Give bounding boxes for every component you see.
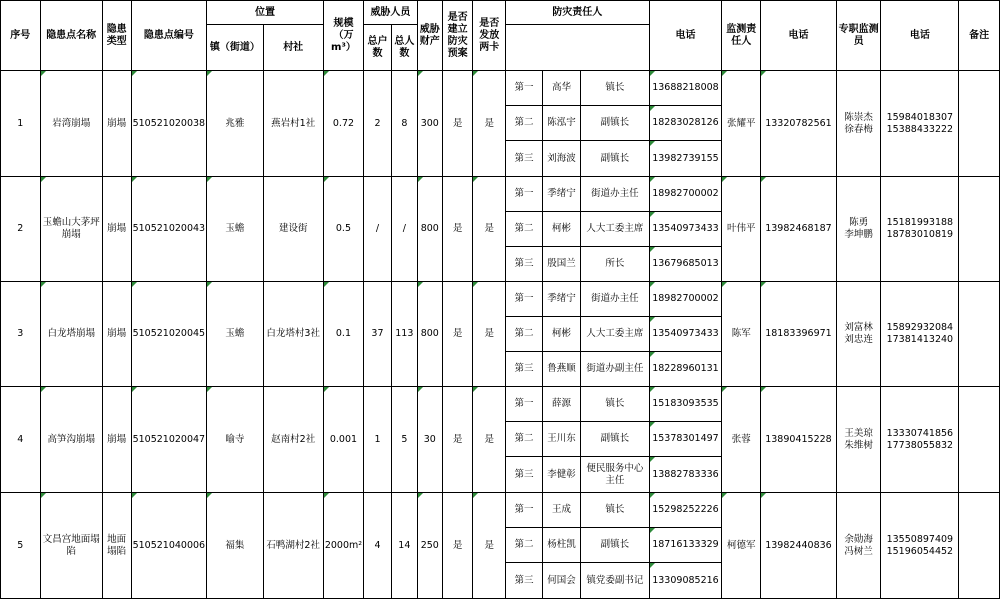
cell-resp-phone: 18228960131 (649, 352, 722, 387)
cell-monitor: 陈军 (722, 282, 761, 387)
header-plan: 是否建立防灾预案 (442, 1, 473, 71)
cell-card: 是 (473, 177, 506, 282)
cell-monitor-phone: 13982440836 (761, 493, 837, 599)
cell-monitor-phone: 13982468187 (761, 177, 837, 282)
cell-specialist: 刘富林 刘忠连 (836, 282, 881, 387)
cell-remarks (959, 282, 1000, 387)
cell-property: 800 (417, 177, 442, 282)
cell-resp-rank: 第二 (506, 212, 543, 247)
cell-no: 2 (1, 177, 41, 282)
cell-resp-name: 高华 (542, 71, 581, 106)
cell-resp-title: 镇长 (581, 71, 649, 106)
table-row (1, 493, 1000, 528)
cell-specialist: 陈勇 李坤鹏 (836, 177, 881, 282)
cell-code: 510521020043 (131, 177, 207, 282)
cell-resp-title: 副镇长 (581, 528, 649, 563)
header-card: 是否发放两卡 (473, 1, 506, 71)
cell-specialist: 陈崇杰 徐春梅 (836, 71, 881, 177)
header-monitor-phone: 电话 (761, 1, 837, 71)
header-threat-people: 威胁人员 (364, 1, 418, 25)
cell-households: 1 (364, 387, 392, 493)
cell-specialist-phone: 15892932084 17381413240 (881, 282, 959, 387)
cell-town: 玉蟾 (207, 282, 263, 387)
cell-resp-title: 副镇长 (581, 106, 649, 141)
cell-resp-title: 镇长 (581, 493, 649, 528)
cell-resp-phone: 15183093535 (649, 387, 722, 422)
cell-resp-rank: 第一 (506, 71, 543, 106)
cell-resp-rank: 第三 (506, 247, 543, 282)
cell-resp-phone: 18982700002 (649, 282, 722, 317)
cell-resp-phone: 13309085216 (649, 563, 722, 599)
cell-resp-name: 刘海波 (542, 141, 581, 177)
cell-plan: 是 (442, 493, 473, 599)
cell-resp-phone: 13540973433 (649, 317, 722, 352)
cell-resp-phone: 18283028126 (649, 106, 722, 141)
cell-plan: 是 (442, 282, 473, 387)
cell-remarks (959, 387, 1000, 493)
cell-type: 崩塌 (102, 177, 131, 282)
cell-resp-name: 柯彬 (542, 317, 581, 352)
cell-code: 510521040006 (131, 493, 207, 599)
table-row (1, 282, 1000, 317)
cell-plan: 是 (442, 71, 473, 177)
cell-resp-name: 王成 (542, 493, 581, 528)
header-persons: 总人数 (391, 25, 417, 71)
cell-resp-title: 街道办副主任 (581, 352, 649, 387)
cell-name: 白龙塔崩塌 (40, 282, 102, 387)
cell-monitor: 张耀平 (722, 71, 761, 177)
cell-resp-rank: 第一 (506, 177, 543, 212)
cell-resp-title: 所长 (581, 247, 649, 282)
cell-households: 4 (364, 493, 392, 599)
cell-property: 250 (417, 493, 442, 599)
cell-no: 3 (1, 282, 41, 387)
cell-resp-rank: 第三 (506, 352, 543, 387)
cell-resp-name: 陈泓宇 (542, 106, 581, 141)
cell-specialist: 王美琼 朱维树 (836, 387, 881, 493)
cell-resp-name: 季绪宁 (542, 177, 581, 212)
cell-resp-title: 副镇长 (581, 422, 649, 457)
cell-town: 兆雅 (207, 71, 263, 177)
cell-property: 800 (417, 282, 442, 387)
cell-resp-rank: 第一 (506, 493, 543, 528)
cell-resp-name: 何国会 (542, 563, 581, 599)
cell-resp-name: 薛源 (542, 387, 581, 422)
header-town: 镇（街道） (207, 25, 263, 71)
cell-resp-name: 季绪宁 (542, 282, 581, 317)
cell-no: 5 (1, 493, 41, 599)
cell-resp-title: 街道办主任 (581, 177, 649, 212)
header-village: 村社 (263, 25, 323, 71)
cell-specialist-phone: 15181993188 18783010819 (881, 177, 959, 282)
cell-resp-rank: 第二 (506, 528, 543, 563)
cell-households: / (364, 177, 392, 282)
cell-remarks (959, 177, 1000, 282)
cell-resp-rank: 第一 (506, 282, 543, 317)
cell-type: 地面塌陷 (102, 493, 131, 599)
cell-resp-name: 李健彰 (542, 457, 581, 493)
cell-plan: 是 (442, 177, 473, 282)
cell-resp-phone: 13679685013 (649, 247, 722, 282)
cell-resp-phone: 13688218008 (649, 71, 722, 106)
cell-resp-rank: 第三 (506, 141, 543, 177)
cell-name: 高笋沟崩塌 (40, 387, 102, 493)
cell-no: 4 (1, 387, 41, 493)
cell-monitor: 张蓉 (722, 387, 761, 493)
cell-persons: 14 (391, 493, 417, 599)
cell-resp-title: 街道办主任 (581, 282, 649, 317)
cell-monitor-phone: 18183396971 (761, 282, 837, 387)
cell-households: 2 (364, 71, 392, 177)
cell-resp-name: 鲁燕顺 (542, 352, 581, 387)
cell-resp-title: 副镇长 (581, 141, 649, 177)
cell-resp-name: 杨柱凯 (542, 528, 581, 563)
cell-resp-rank: 第二 (506, 422, 543, 457)
header-no: 序号 (1, 1, 41, 71)
cell-code: 510521020045 (131, 282, 207, 387)
cell-persons: 5 (391, 387, 417, 493)
header-location: 位置 (207, 1, 324, 25)
header-name: 隐患点名称 (40, 1, 102, 71)
cell-type: 崩塌 (102, 387, 131, 493)
cell-resp-title: 人大工委主席 (581, 212, 649, 247)
cell-town: 福集 (207, 493, 263, 599)
cell-resp-phone: 13982739155 (649, 141, 722, 177)
cell-card: 是 (473, 71, 506, 177)
cell-scale: 0.72 (323, 71, 363, 177)
cell-persons: 113 (391, 282, 417, 387)
cell-town: 喻寺 (207, 387, 263, 493)
cell-type: 崩塌 (102, 282, 131, 387)
cell-plan: 是 (442, 387, 473, 493)
cell-village: 赵南村2社 (263, 387, 323, 493)
cell-scale: 0.1 (323, 282, 363, 387)
cell-persons: 8 (391, 71, 417, 177)
cell-resp-phone: 15298252226 (649, 493, 722, 528)
table-row (1, 177, 1000, 212)
cell-resp-rank: 第三 (506, 457, 543, 493)
cell-code: 510521020038 (131, 71, 207, 177)
header-specialist: 专职监测员 (836, 1, 881, 71)
cell-resp-phone: 18716133329 (649, 528, 722, 563)
header-monitor: 监测责任人 (722, 1, 761, 71)
cell-specialist-phone: 15984018307 15388433222 (881, 71, 959, 177)
cell-village: 燕岩村1社 (263, 71, 323, 177)
table-row (1, 71, 1000, 106)
cell-resp-title: 人大工委主席 (581, 317, 649, 352)
header-scale: 规模（万m³） (323, 1, 363, 71)
cell-village: 白龙塔村3社 (263, 282, 323, 387)
cell-monitor-phone: 13320782561 (761, 71, 837, 177)
cell-scale: 0.5 (323, 177, 363, 282)
cell-property: 300 (417, 71, 442, 177)
cell-village: 建设街 (263, 177, 323, 282)
header-phone: 电话 (649, 1, 722, 71)
cell-remarks (959, 493, 1000, 599)
header-households: 总户数 (364, 25, 392, 71)
cell-scale: 0.001 (323, 387, 363, 493)
cell-resp-name: 殷国兰 (542, 247, 581, 282)
cell-resp-name: 王川东 (542, 422, 581, 457)
header-specialist-phone: 电话 (881, 1, 959, 71)
cell-monitor-phone: 13890415228 (761, 387, 837, 493)
cell-resp-phone: 13882783336 (649, 457, 722, 493)
cell-resp-rank: 第二 (506, 317, 543, 352)
cell-resp-phone: 13540973433 (649, 212, 722, 247)
cell-code: 510521020047 (131, 387, 207, 493)
cell-monitor: 叶伟平 (722, 177, 761, 282)
cell-village: 石鸭湖村2社 (263, 493, 323, 599)
header-threat-property: 威胁财产 (417, 1, 442, 71)
header-remarks: 备注 (959, 1, 1000, 71)
cell-specialist: 余勋海 冯树兰 (836, 493, 881, 599)
cell-name: 文昌宫地面塌陷 (40, 493, 102, 599)
cell-resp-rank: 第三 (506, 563, 543, 599)
cell-card: 是 (473, 282, 506, 387)
cell-card: 是 (473, 387, 506, 493)
cell-resp-title: 镇长 (581, 387, 649, 422)
cell-type: 崩塌 (102, 71, 131, 177)
cell-resp-rank: 第一 (506, 387, 543, 422)
header-code: 隐患点编号 (131, 1, 207, 71)
cell-scale: 2000m² (323, 493, 363, 599)
cell-resp-title: 便民服务中心主任 (581, 457, 649, 493)
cell-name: 玉蟾山大茅坪崩塌 (40, 177, 102, 282)
table-row (1, 387, 1000, 422)
cell-resp-name: 柯彬 (542, 212, 581, 247)
cell-name: 岩湾崩塌 (40, 71, 102, 177)
cell-remarks (959, 71, 1000, 177)
header-responsible: 防灾责任人 (506, 1, 649, 25)
cell-property: 30 (417, 387, 442, 493)
cell-no: 1 (1, 71, 41, 177)
cell-monitor: 柯德军 (722, 493, 761, 599)
cell-resp-phone: 18982700002 (649, 177, 722, 212)
cell-town: 玉蟾 (207, 177, 263, 282)
header-type: 隐患类型 (102, 1, 131, 71)
cell-specialist-phone: 13550897409 15196054452 (881, 493, 959, 599)
cell-resp-title: 镇党委副书记 (581, 563, 649, 599)
cell-households: 37 (364, 282, 392, 387)
cell-specialist-phone: 13330741856 17738055832 (881, 387, 959, 493)
cell-resp-phone: 15378301497 (649, 422, 722, 457)
cell-persons: / (391, 177, 417, 282)
cell-card: 是 (473, 493, 506, 599)
cell-resp-rank: 第二 (506, 106, 543, 141)
